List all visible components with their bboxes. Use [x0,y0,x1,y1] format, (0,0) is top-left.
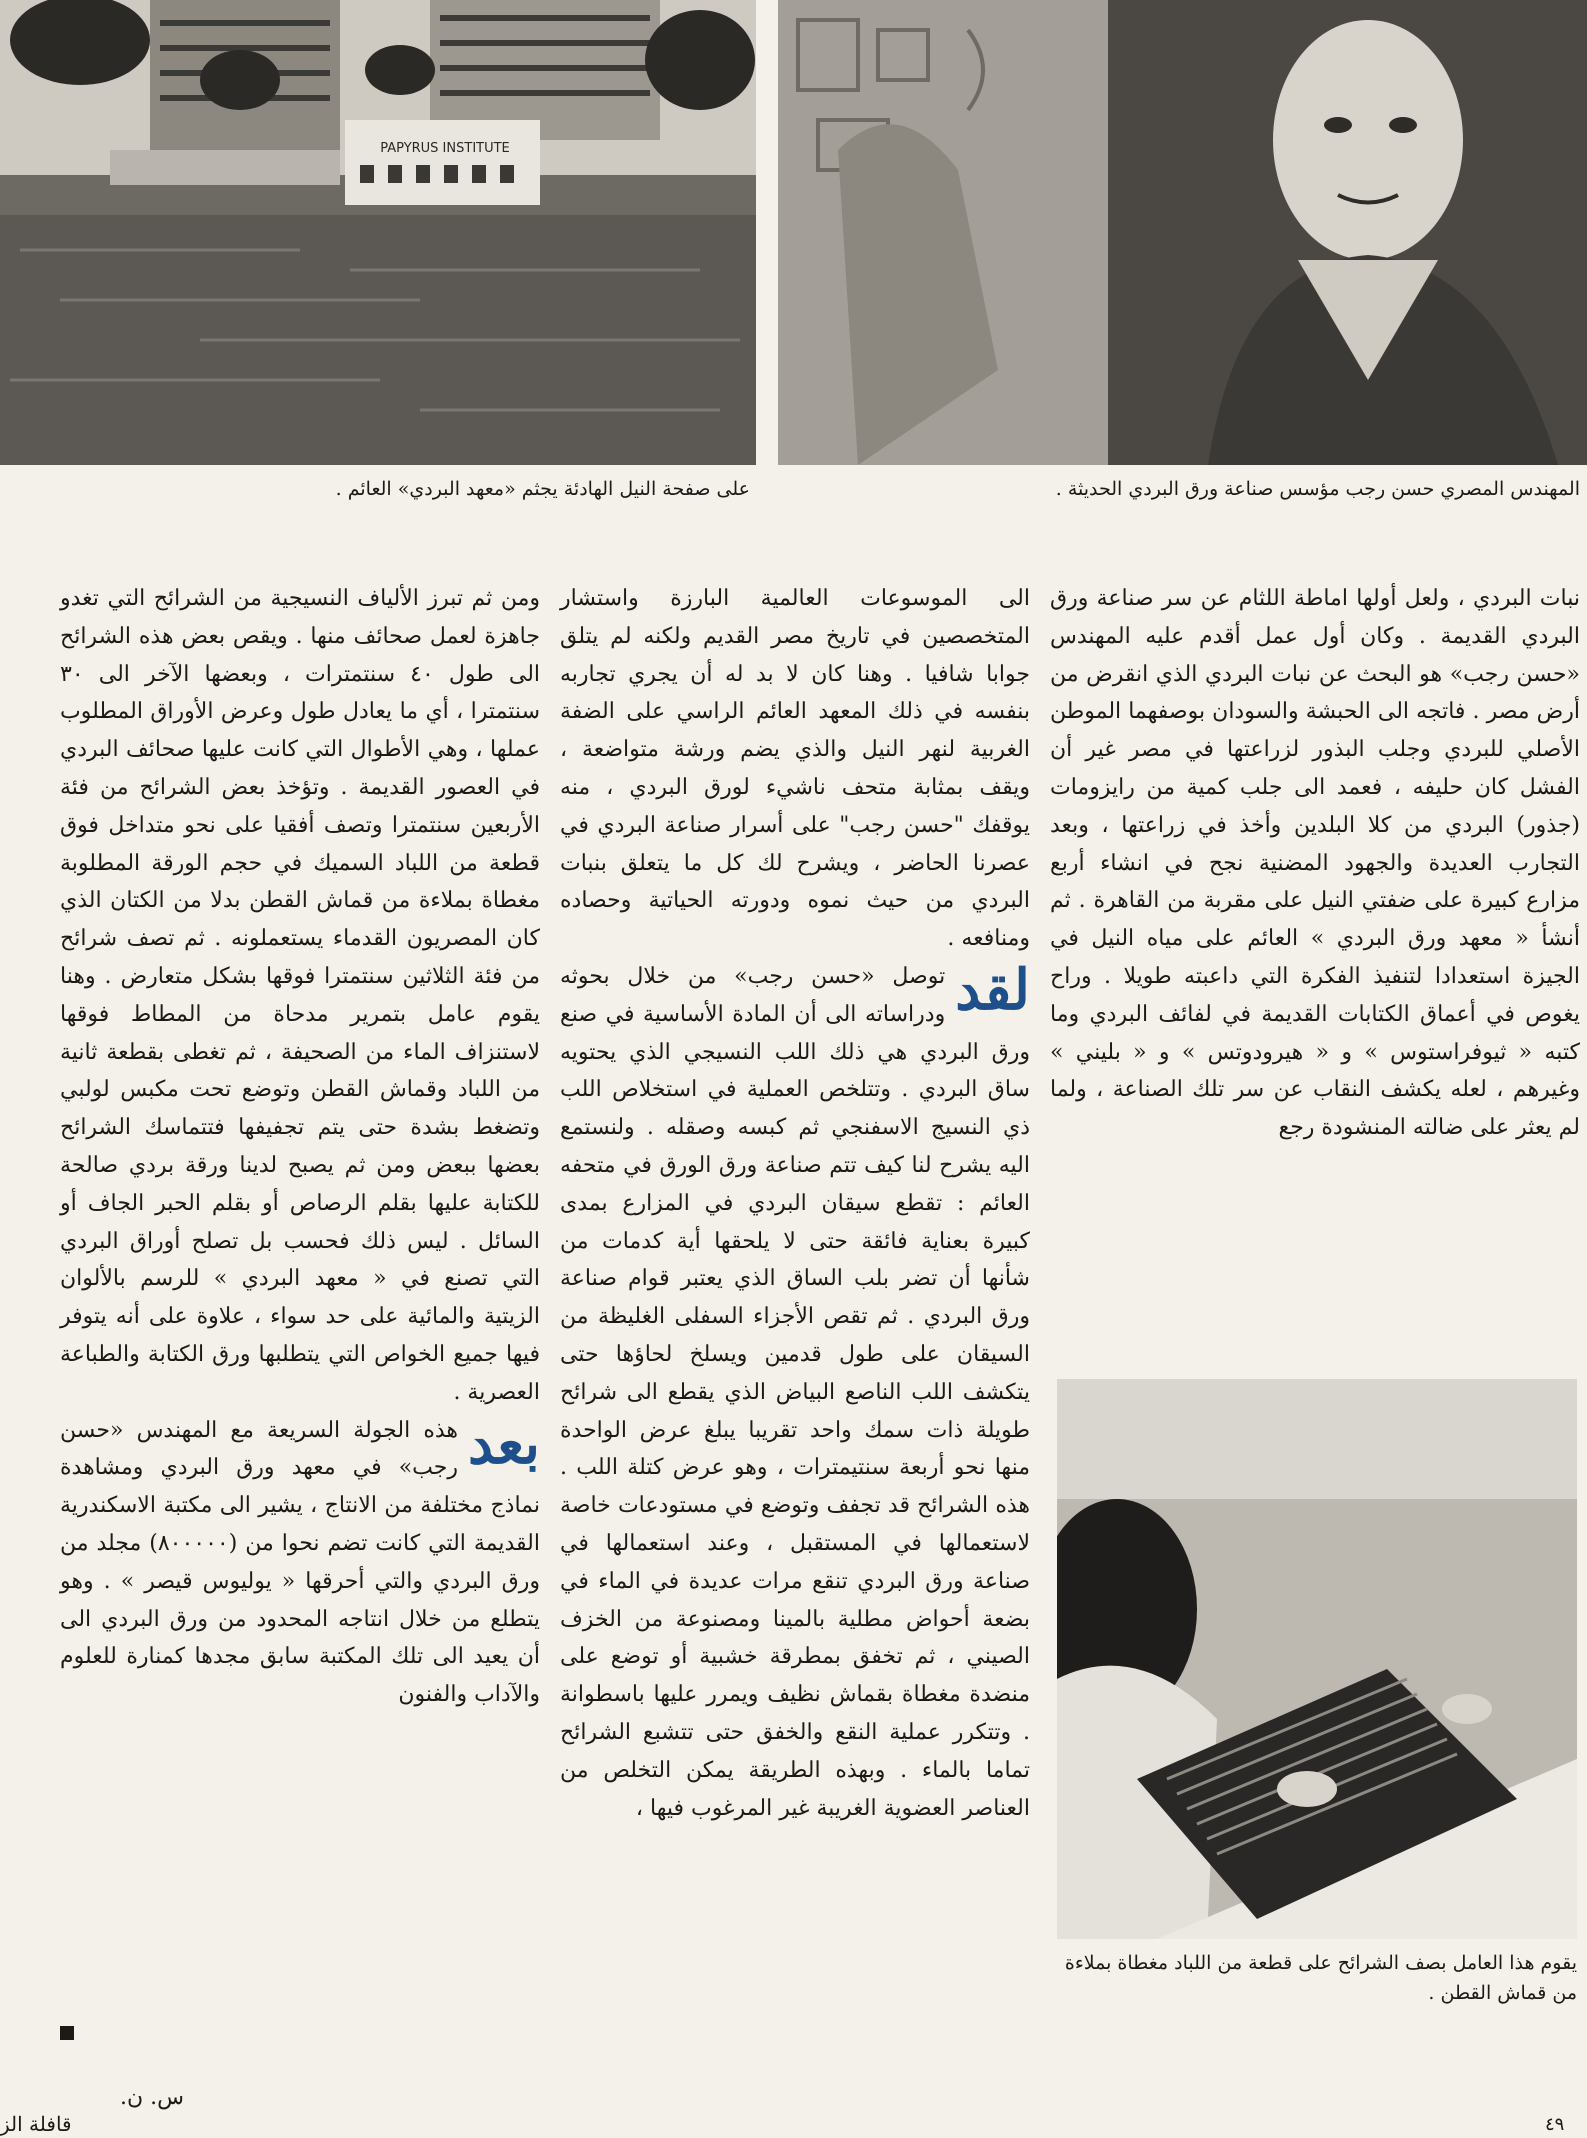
drop-cap-baad: بعد [468,1410,540,1477]
papyrus-institute-photo [0,0,756,465]
page-number: ٤٩ [1545,2114,1565,2135]
article-column-right [1050,580,1580,1365]
column-left-paragraph-2-text: هذه الجولة السريعة مع المهندس «حسن رجب» في معهد ورق البردي ومشاهدة نماذج مختلفة من الانتاج ، يشير الى مكتبة الاسكندرية القديمة التي كانت تضم نحوا من (٨٠٠٠٠٠) مجلد من ورق البردي والتي أحرقها « يوليوس قيصر » . وهو يتطلع من خلال انتاجه المحدود من ورق البردي الى أن يعيد الى تلك المكتبة سابق مجدها كمنارة للعلوم والآداب والفنون [60,1417,540,1708]
drop-cap-laqad: لقد [955,956,1030,1023]
author-initials: س. ن. [120,2085,184,2110]
institute-sign: PAPYRUS INSTITUTE [380,141,510,156]
worker-caption: يقوم هذا العامل بصف الشرائح على قطعة من اللباد مغطاة بملاءة من قماش القطن . [1064,1952,1577,2004]
column-middle-paragraph-2 [560,958,1030,1827]
column-middle-paragraph-1: الى الموسوعات العالمية البارزة واستشار المتخصصين في تاريخ مصر القديم ولكنه لم يتلق جوابا شافيا . وهنا كان لا بد له أن يجري تجاربه بنفسه في ذلك المعهد العائم الراسي على الضفة الغربية لنهر النيل والذي يضم ورشة متواضعة ، ويقف بمثابة متحف ناشيء لورق البردي ، منه يوقفك "حسن رجب" على أسرار صناعة البردي في عصرنا الحاضر ، ويشرح لك كل ما يتعلق بنبات البردي من حيث نموه ودورته الحياتية وحصاده ومنافعه . [560,586,1030,952]
column-right-paragraph: نبات البردي ، ولعل أولها اماطة اللثام عن سر صناعة ورق البردي القديمة . وكان أول عمل أقدم عليه المهندس «حسن رجب» هو البحث عن نبات البردي الذي انقرض من أرض مصر . فاتجه الى الحبشة والسودان بوصفهما الموطن الأصلي للبردي وجلب البذور لزراعتها في مصر غير أن الفشل كان حليفه ، فعمد الى جلب كمية من رايزومات (جذور) البردي من كلا البلدين وأخذ في زراعتها ، وبعد التجارب العديدة والجهود المضنية نجح في انشاء أربع مزارع كبيرة على ضفتي النيل على مقربة من القاهرة . ثم أنشأ « معهد ورق البردي » العائم على مياه النيل في الجيزة استعدادا لتنفيذ الفكرة التي داعبته طويلا . وراح يغوص في أعماق الكتابات القديمة في لفائف البردي وما كتبه « ثيوفراستوس » و « هيرودوتس » و « بليني » وغيرهم ، لعله يكشف النقاب عن سر تلك الصناعة ، ولما لم يعثر على ضالته المنشودة رجع [1050,586,1580,1141]
column-middle-paragraph-2-text: توصل «حسن رجب» من خلال بحوثه ودراساته الى أن المادة الأساسية في صنع ورق البردي هي ذلك اللب النسيجي الذي يحتويه ساق البردي . وتتلخص العملية في استخلاص اللب ذي النسيج الاسفنجي ثم كبسه وصقله . ولنستمع اليه يشرح لنا كيف تتم صناعة ورق الورق في متحفه العائم : تقطع سيقان البردي في المزارع بمدى كبيرة بعناية فائقة حتى لا يلحقها أية كدمات من شأنها أن تضر بلب الساق الذي يعتبر قوام صناعة ورق البردي . ثم تقص الأجزاء السفلى الغليظة من السيقان على طول قدمين ويسلخ لحاؤها حتى يتكشف اللب الناصع البياض الذي يقطع الى شرائح طويلة ذات سمك واحد تقريبا يبلغ عرض الواحدة منها نحو أربعة سنتيمترات ، وهو عرض كتلة اللب . هذه الشرائح قد تجفف وتوضع في مستودعات خاصة لاستعمالها في المستقبل ، وعند استعمالها في صناعة ورق البردي تنقع مرات عديدة في الماء في بضعة أحواض مطلية بالمينا ومصنوعة من الخزف الصيني ، ثم تخفق بمطرقة خشبية أو توضع على منضدة مغطاة بقماش نظيف ويمرر عليها باسطوانة . وتتكرر عملية النقع والخفق حتى تتشبع الشرائح تماما بالماء . وبهذه الطريقة يمكن التخلص من العناصر العضوية الغريبة غير المرغوب فيها ، [560,963,1030,1821]
papyrus-institute-caption: على صفحة النيل الهادئة يجثم «معهد البردي» العائم . [335,478,750,500]
column-left-paragraph-1: ومن ثم تبرز الألياف النسيجية من الشرائح التي تغدو جاهزة لعمل صحائف منها . ويقص بعض هذه الشرائح الى طول ٤٠ سنتمترات ، وبعضها الآخر الى ٣٠ سنتمترا ، أي ما يعادل طول وعرض الأوراق المطلوب عملها ، وهي الأطوال التي كانت عليها صحائف البردي في العصور القديمة . وتؤخذ بعض الشرائح من فئة الأربعين سنتمترا وتصف أفقيا على نحو متداخل فوق قطعة من اللباد السميك في حجم الورقة المطلوبة مغطاة بملاءة من قماش القطن بدلا من الكتان الذي كان المصريون القدماء يستعملونه . ثم تصف شرائح من فئة الثلاثين سنتمترا فوقها بشكل متعارض . وهنا يقوم عامل بتمرير مدحاة من المطاط فوقها لاستنزاف الماء من الصحيفة ، ثم تغطى بقطعة ثانية من اللباد وقماش القطن وتوضع تحت مكبس لولبي وتضغط بشدة حتى يتم تجفيفها فتتماسك الشرائح بعضها ببعض ومن ثم يصبح لدينا ورقة بردي صالحة للكتابة عليها بقلم الرصاص أو بقلم الحبر الجاف أو السائل . ليس ذلك فحسب بل تصلح أوراق البردي التي تصنع في « معهد البردي » للرسم بالألوان الزيتية والمائية على حد سواء ، علاوة على أنه يتوفر فيها جميع الخواص التي يتطلبها ورق الكتابة والطباعة العصرية . [60,586,541,1405]
article-column-middle [560,580,1030,2110]
end-mark [60,2026,74,2040]
engineer-portrait-photo [778,0,1587,465]
magazine-name: قافلة الز [0,2112,72,2136]
column-left-paragraph-2 [60,1412,540,1714]
worker-photo [1057,1379,1577,1939]
engineer-caption: المهندس المصري حسن رجب مؤسس صناعة ورق البردي الحديثة . [1055,478,1580,500]
article-column-left [60,580,540,2080]
